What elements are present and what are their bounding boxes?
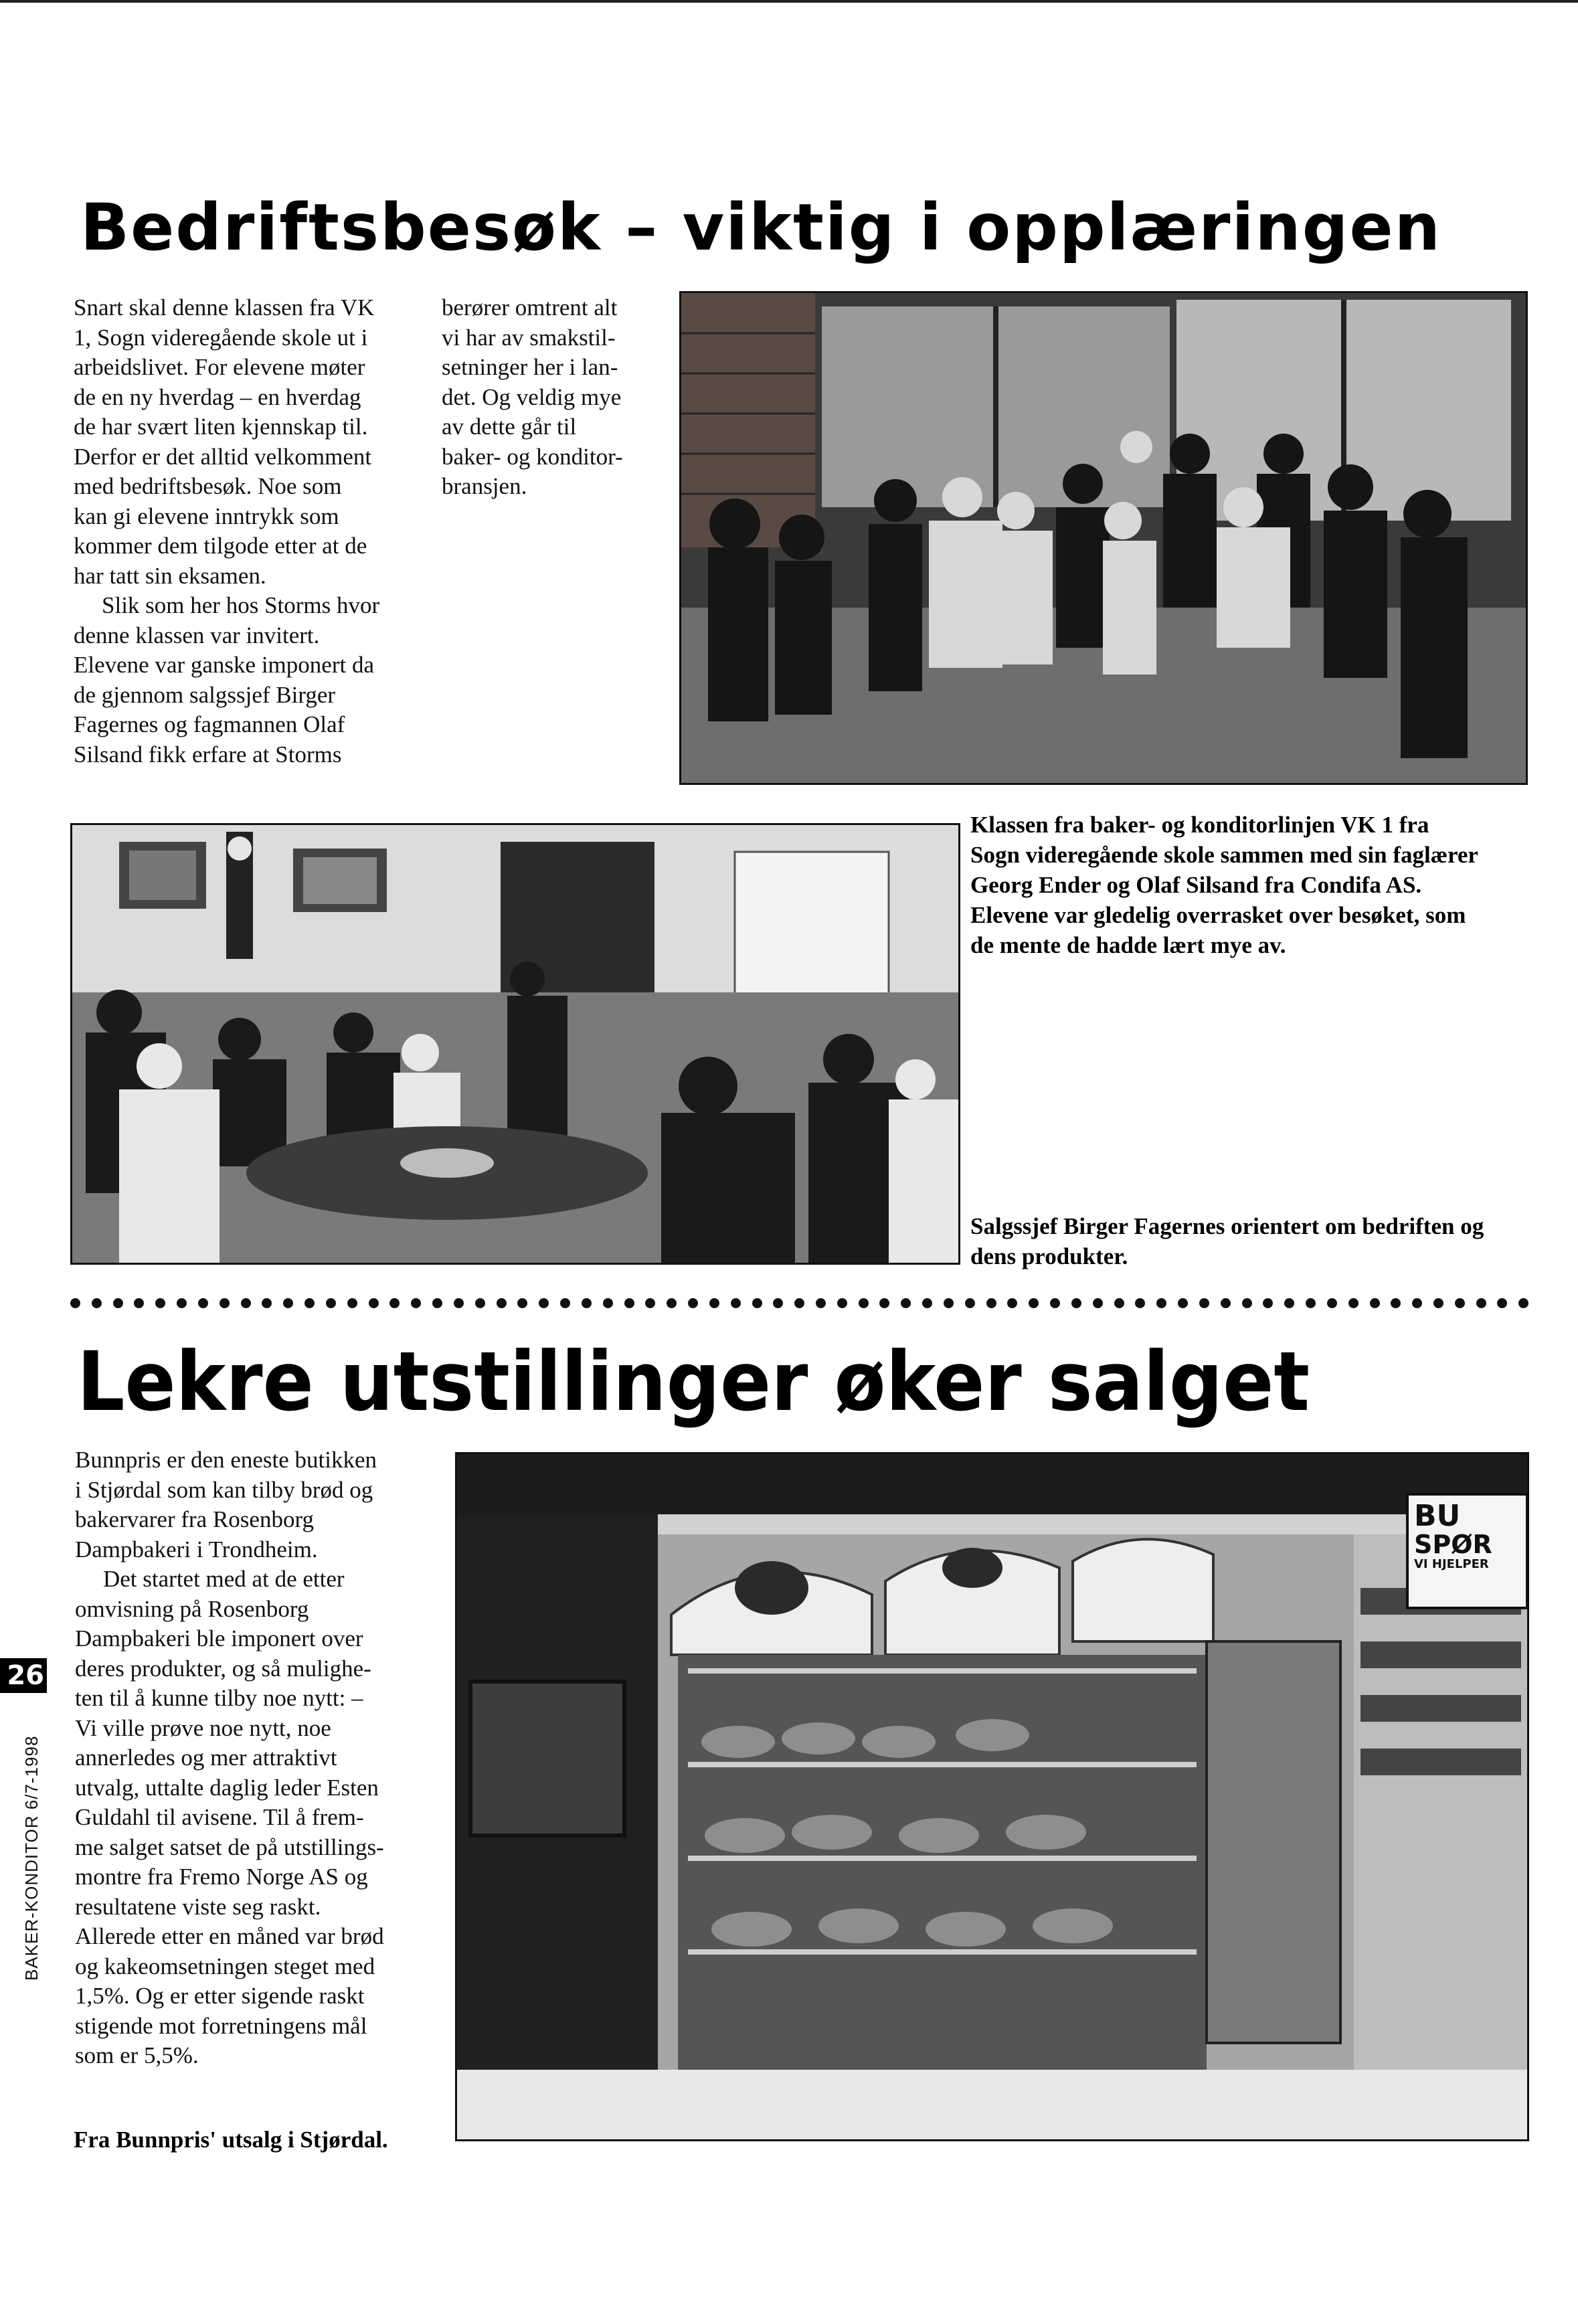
store-sign-line-2: SPØR	[1414, 1530, 1492, 1560]
separator-dot	[389, 1298, 400, 1308]
separator-dot	[454, 1298, 464, 1308]
text-line: har tatt sin eksamen.	[74, 562, 266, 589]
separator-dot	[1178, 1298, 1188, 1308]
caption-line: Sogn videregående skole sammen med sin faglærer	[970, 842, 1478, 868]
separator-dot	[965, 1298, 975, 1308]
text-line: de en ny hverdag – en hverdag	[74, 383, 361, 410]
text-line: bakervarer fra Rosenborg	[75, 1506, 314, 1532]
separator-dot	[497, 1298, 507, 1308]
separator-dot	[837, 1298, 847, 1308]
text-line: annerledes og mer attraktivt	[75, 1745, 337, 1771]
text-line: setninger her i lan-	[442, 354, 618, 380]
text-line: Dampbakeri i Trondheim.	[75, 1536, 318, 1562]
text-line: Derfor er det alltid velkomment	[74, 443, 372, 470]
caption-line: de mente de hadde lært mye av.	[970, 932, 1286, 958]
caption-store-photo: Fra Bunnpris' utsalg i Stjørdal.	[74, 2127, 388, 2153]
caption-line: Klassen fra baker- og konditorlinjen VK 1 fra	[970, 812, 1429, 838]
text-line: som er 5,5%.	[75, 2042, 199, 2068]
separator-dot	[1093, 1298, 1103, 1308]
text-line: Vi ville prøve noe nytt, noe	[75, 1714, 331, 1741]
article1-paragraph-2	[74, 591, 422, 770]
caption-line: Georg Ender og Olaf Silsand fra Condifa AS.	[970, 872, 1422, 898]
separator-dot	[347, 1298, 357, 1308]
text-line: bransjen.	[442, 473, 527, 499]
separator-dot	[1242, 1298, 1252, 1308]
separator-dot	[986, 1298, 996, 1308]
text-line: Allerede etter en måned var brød	[75, 1923, 384, 1949]
text-line: av dette går til	[442, 414, 577, 440]
text-line: Guldahl til avisene. Til å frem-	[75, 1804, 364, 1830]
text-line: arbeidslivet. For elevene møter	[74, 354, 365, 380]
text-line: Snart skal denne klassen fra VK	[74, 294, 375, 321]
separator-dot	[411, 1298, 421, 1308]
separator-dot	[752, 1298, 762, 1308]
dotted-separator	[70, 1295, 1529, 1311]
article1-paragraph-3	[442, 293, 656, 502]
page-number: 26	[0, 1658, 47, 1693]
group-photo-image	[681, 293, 1526, 783]
separator-dot	[1221, 1298, 1231, 1308]
separator-dot	[1370, 1298, 1380, 1308]
text-line: berører omtrent alt	[442, 294, 618, 321]
text-line: vi har av smakstil-	[442, 324, 616, 351]
text-line: Dampbakeri ble imponert over	[75, 1625, 363, 1651]
article2-column	[75, 1445, 423, 2071]
separator-dot	[1497, 1298, 1507, 1308]
separator-dot	[1050, 1298, 1060, 1308]
separator-dot	[1433, 1298, 1443, 1308]
text-line: og kakeomsetningen steget med	[75, 1953, 375, 1979]
text-line: Bunnpris er den eneste butikken	[75, 1447, 377, 1473]
separator-dot	[816, 1298, 826, 1308]
separator-dot	[1284, 1298, 1294, 1308]
separator-dot	[859, 1298, 869, 1308]
publication-label: BAKER-KONDITOR 6/7-1998	[21, 1735, 41, 1981]
separator-dot	[369, 1298, 379, 1308]
separator-dot	[220, 1298, 230, 1308]
text-line: denne klassen var invitert.	[74, 622, 320, 648]
caption-line: dens produkter.	[970, 1243, 1128, 1269]
separator-dot	[624, 1298, 634, 1308]
text-line: med bedriftsbesøk. Noe som	[74, 473, 342, 499]
separator-dot	[1199, 1298, 1209, 1308]
separator-dot	[944, 1298, 954, 1308]
text-line: Slik som her hos Storms hvor	[102, 592, 380, 618]
separator-dot	[1348, 1298, 1358, 1308]
caption-line: Elevene var gledelig overrasket over besøket, som	[970, 902, 1466, 928]
text-line: Det startet med at de etter	[103, 1566, 345, 1592]
text-line: Elevene var ganske imponert da	[74, 652, 374, 678]
separator-dot	[155, 1298, 165, 1308]
text-line: Fagernes og fagmannen Olaf	[74, 711, 345, 737]
separator-dot	[1135, 1298, 1145, 1308]
caption-meeting-photo	[970, 1211, 1532, 1271]
separator-dot	[1327, 1298, 1337, 1308]
store-display-photo	[455, 1452, 1529, 2141]
separator-dot	[603, 1298, 613, 1308]
separator-dot	[1412, 1298, 1422, 1308]
separator-dot	[1391, 1298, 1401, 1308]
separator-dot	[134, 1298, 144, 1308]
text-line: resultatene viste seg raskt.	[75, 1893, 321, 1920]
text-line: de gjennom salgssjef Birger	[74, 681, 336, 708]
text-line: Silsand fikk erfare at Storms	[74, 741, 342, 768]
separator-dot	[1306, 1298, 1316, 1308]
separator-dot	[1007, 1298, 1017, 1308]
separator-dot	[1476, 1298, 1486, 1308]
text-line: stigende mot forretningens mål	[75, 2012, 367, 2039]
separator-dot	[901, 1298, 911, 1308]
text-line: de har svært liten kjennskap til.	[74, 414, 368, 440]
separator-dot	[198, 1298, 208, 1308]
text-line: det. Og veldig mye	[442, 383, 622, 410]
separator-dot	[517, 1298, 527, 1308]
text-line: omvisning på Rosenborg	[75, 1595, 309, 1622]
separator-dot	[539, 1298, 549, 1308]
separator-dot	[582, 1298, 592, 1308]
group-photo	[679, 291, 1528, 785]
separator-dot	[177, 1298, 187, 1308]
top-rule	[0, 0, 1578, 3]
meeting-photo-image	[72, 825, 958, 1263]
article2-headline: Lekre utstillinger øker salget	[77, 1334, 1310, 1429]
text-line: kommer dem tilgode etter at de	[74, 533, 367, 559]
separator-dot	[304, 1298, 315, 1308]
separator-dot	[773, 1298, 783, 1308]
separator-dot	[1114, 1298, 1124, 1308]
separator-dot	[326, 1298, 336, 1308]
caption-group-photo	[970, 810, 1532, 960]
separator-dot	[560, 1298, 570, 1308]
separator-dot	[283, 1298, 293, 1308]
separator-dot	[1455, 1298, 1465, 1308]
text-line: utvalg, uttalte daglig leder Esten	[75, 1774, 379, 1801]
caption-line: Salgssjef Birger Fagernes orientert om bedriften og	[970, 1213, 1484, 1239]
text-line: ten til å kunne tilby noe nytt: –	[75, 1685, 363, 1711]
store-sign-line-3: VI HJELPER	[1414, 1557, 1489, 1572]
separator-dot	[241, 1298, 251, 1308]
store-sign-line-1: BU	[1414, 1499, 1461, 1533]
store-sign	[1414, 1501, 1524, 1571]
text-line: baker- og konditor-	[442, 443, 623, 470]
separator-dot	[1029, 1298, 1039, 1308]
separator-dot	[794, 1298, 804, 1308]
text-line: 1,5%. Og er etter sigende raskt	[75, 1983, 365, 2009]
separator-dot	[709, 1298, 719, 1308]
separator-dot	[262, 1298, 272, 1308]
meeting-photo	[70, 823, 960, 1265]
separator-dot	[879, 1298, 889, 1308]
separator-dot	[432, 1298, 442, 1308]
separator-dot	[688, 1298, 698, 1308]
text-line: kan gi elevene inntrykk som	[74, 503, 339, 529]
store-display-image	[457, 1454, 1527, 2139]
article1-headline: Bedriftsbesøk – viktig i opplæringen	[80, 190, 1441, 265]
separator-dot	[922, 1298, 932, 1308]
article1-column-2	[442, 293, 656, 502]
article1-paragraph-1	[74, 293, 422, 591]
text-line: i Stjørdal som kan tilby brød og	[75, 1476, 373, 1503]
separator-dot	[113, 1298, 123, 1308]
separator-dot	[667, 1298, 677, 1308]
article2-paragraph-2	[75, 1565, 423, 2071]
separator-dot	[475, 1298, 485, 1308]
separator-dot	[731, 1298, 741, 1308]
separator-dot	[70, 1298, 80, 1308]
article2-paragraph-1	[75, 1445, 423, 1565]
separator-dot	[1263, 1298, 1273, 1308]
text-line: deres produkter, og så mulighe-	[75, 1655, 371, 1682]
text-line: montre fra Fremo Norge AS og	[75, 1864, 368, 1890]
separator-dot	[645, 1298, 655, 1308]
separator-dot	[92, 1298, 102, 1308]
separator-dot	[1071, 1298, 1081, 1308]
text-line: 1, Sogn videregående skole ut i	[74, 324, 368, 351]
article1-column-1	[74, 293, 422, 770]
text-line: me salget satset de på utstillings-	[75, 1834, 384, 1860]
separator-dot	[1518, 1298, 1528, 1308]
separator-dot	[1156, 1298, 1166, 1308]
